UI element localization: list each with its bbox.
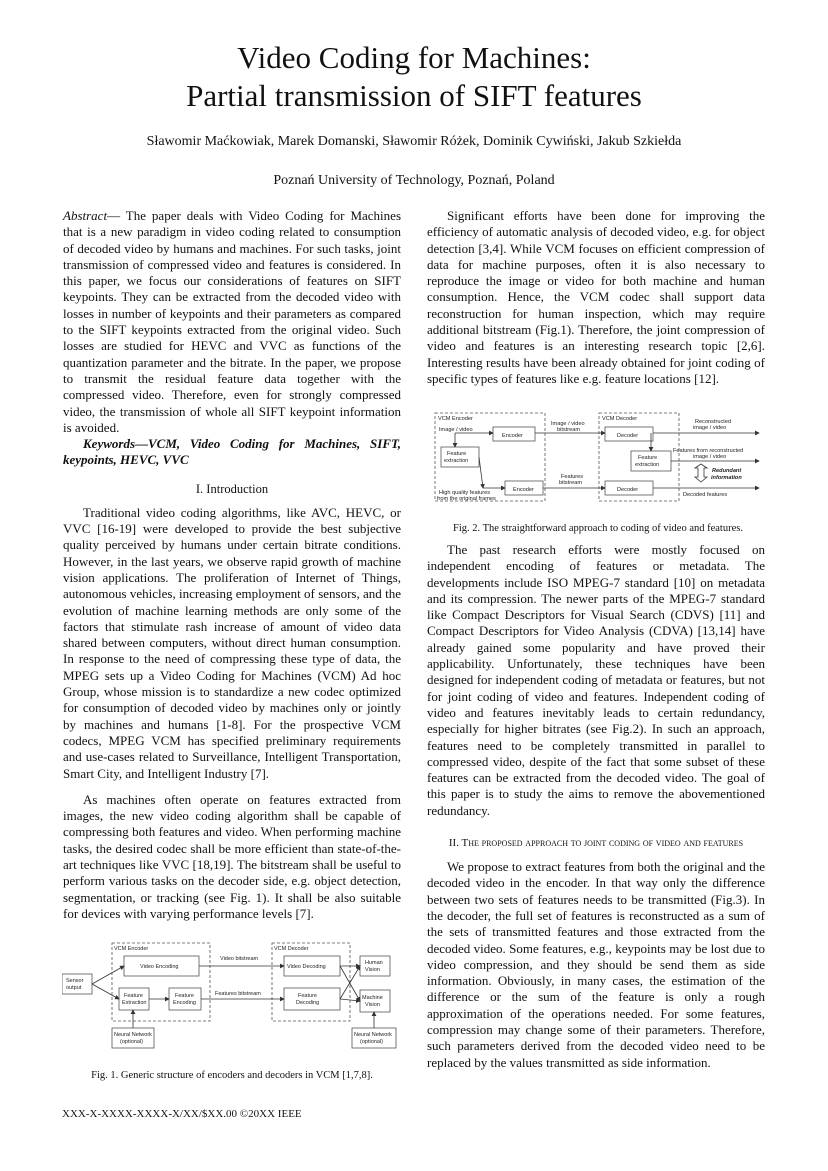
fig2-redundant-2: information <box>711 475 742 481</box>
fig2-decoder-top: Decoder <box>617 433 639 439</box>
authors: Sławomir Maćkowiak, Marek Domanski, Sławomir Różek, Dominik Cywiński, Jakub Szkiełda <box>146 134 682 149</box>
fig2-feat-extr-2: extraction <box>444 458 469 464</box>
fig2-dfeat-1: Feature <box>638 455 658 461</box>
fig1-nn-right-1: Neural Network <box>354 1032 392 1038</box>
fig2-vcm-encoder: VCM Encoder <box>438 416 473 422</box>
fig1-nn-left-2: (optional) <box>120 1039 143 1045</box>
fig1-feat-dec-1: Feature <box>298 993 317 999</box>
paper-title-line1: Video Coding for Machines: <box>237 40 591 75</box>
fig1-vcm-encoder: VCM Encoder <box>114 946 149 952</box>
fig1-nn-right-2: (optional) <box>360 1039 383 1045</box>
fig2-hq-2: from the original frames <box>437 496 496 502</box>
fig2-recon-1: Reconstructed <box>695 419 732 425</box>
fig2-redundant-1: Redundant <box>712 468 742 474</box>
abstract-label: Abstract <box>63 208 108 223</box>
left-column <box>63 208 401 922</box>
keywords: Keywords—VCM, Video Coding for Machines, SIFT, keypoints, HEVC, VVC <box>63 436 401 468</box>
abstract-text: — The paper deals with Video Coding for Machines that is a new paradigm in video coding related to consumption of decoded video by humans and machines. For such tasks, joint transmission of compressed video and features is considered. In this paper, we focus our considerations of features on SIFT keypoints. They can be extracted from the decoded video with losses in number of keypoints and their parameters as compared to the SIFT keypoints extracted from the original video. Such losses are studied for HEVC and VVC as functions of the quantization parameter and the bitrate. In the paper, we propose to transmit the residual feature data together with the compressed video. Therefore, even for strongly compressed video, the transmission of whole all SIFT keypoint information is avoided. <box>63 208 401 435</box>
section2-paragraph-1: We propose to extract features from both the original and the decoded video in the encoder. In that way only the difference between two sets of features needs to be transmitted (Fig.3). In the decoder, the full set of features is reconstructed as a sum of the sets of transmitted features and those extracted from the decoded video. Some features, e.g., keypoints may be lost due to video compression, and they should be send them as side information. Obviously, in many cases, the estimation of the difference or the sum of the feature is only a rough approximation of the operations needed. For some features, compression may change some of their parameters. Therefore, such parameters derived from the decoded video need to be replaced by the values transmitted as side information. <box>427 859 765 1070</box>
fig1-feat-dec-2: Decoding <box>296 1000 320 1006</box>
copyright-footer: XXX-X-XXXX-XXXX-X/XX/$XX.00 ©20XX IEEE <box>62 1108 302 1120</box>
fig2-ffr-2: image / video <box>693 454 727 460</box>
fig1-machine-1: Machine <box>362 995 383 1001</box>
fig1-video-bitstream: Video bitstream <box>220 956 259 962</box>
fig1-feat-enc-1: Feature <box>175 993 194 999</box>
intro-paragraph-4: The past research efforts were mostly focused on independent encoding of features or metadata. The developments include ISO MPEG-7 standard [10] on metadata and its compression. The newer parts of the MPEG-7 standard like Compact Descriptors for Visual Search (CDVS) [11] and Compact Descriptors for Video Analysis (CDVA) [13,14] have already gained some popularity and have proved their applicability. Unfortunately, these techniques have been designed for independent coding of metadata or features, but not for joint coding of video and features. Independent coding of video and features inevitably leads to certain redundancy, especially for higher bitrates (see Fig.2). In such an approach, features need to be completely transmitted in parallel to compressed video, despite of the fact that some subset of these features can be extracted from the decoded video. The goal of this paper is to study the aims to remove the abovementioned redundancy. <box>427 542 765 818</box>
right-column-top <box>427 208 765 387</box>
fig2-feat-extr-1: Feature <box>447 451 467 457</box>
fig1-human-2: Vision <box>365 967 380 973</box>
right-column-bottom <box>427 542 765 1071</box>
section2-heading: II. The proposed approach to joint coding of video and features <box>448 837 744 850</box>
fig2-ffr-1: Features from reconstructed <box>673 448 744 454</box>
fig1-feat-extr-2: Extraction <box>122 1000 147 1006</box>
fig2-hq-1: High quality features <box>439 490 490 496</box>
intro-paragraph-3: Significant efforts have been done for improving the efficiency of automatic analysis of decoded video, e.g. for object detection [3,4]. While VCM focuses on efficient compression of data for machine purposes, often it is also necessary to reproduce the image or video for both machine and human consumption. Hence, the VCM codec shall support data reconstruction for human inspection, which may require additional bitstream (Fig.1). Therefore, the joint compression of video and features is an interesting research topic [2,6]. Interesting results have been already obtained for joint coding of specific types of features like e.g. feature locations [12]. <box>427 208 765 386</box>
intro-paragraph-2: As machines often operate on features extracted from images, the new video coding algorithm shall be capable of compressing both features and video. When performing machine tasks, the desired codec shall be more efficient than state-of-the-art techniques like VVC [18,19]. The bitstream shall be useful to perform various tasks on the decoder side, e.g. object detection, segmentation, or tracking (see Fig. 1). It shall be also suitable for devices with varying performance levels [7]. <box>63 791 401 921</box>
abstract <box>63 208 401 436</box>
section1-heading: I. Introduction <box>195 481 269 496</box>
fig2-fb-1: Features <box>561 474 584 480</box>
fig1-video-encoding: Video Encoding <box>140 964 179 970</box>
fig2-decoded-features: Decoded features <box>683 492 728 498</box>
intro-paragraph-1: Traditional video coding algorithms, like AVC, HEVC, or VVC [16-19] were developed to provide the best subjective quality perceived by humans under certain bitrate conditions. However, in the last years, we observe rapid growth of machine vision applications. The proliferation of Internet of Things, autonomous vehicles, increasing employment of sensors, and the evolution of machine learning methods are only some of the factors that stimulate rash increase of amount of video data shared between computers, without direct human consumption. In response to the need of compressing these type of data, the MPEG sets up a Video Coding for Machines (VCM) Ad hoc Group, whose mission is to standardize a new codec optimized for consumption of decoded video by machines only or jointly by machines and humans [1-8]. For the prospective VCM codecs, MPEG VCM has specified preliminary requirements and use-cases related to Surveillance, Intelligent Transportation, Smart City, and Intelligent Industry [7]. <box>63 504 401 781</box>
fig2-recon-2: image / video <box>693 425 727 431</box>
fig1-vcm-decoder: VCM Decoder <box>274 946 309 952</box>
fig2-encoder-bottom: Encoder <box>513 487 534 493</box>
fig1-nn-left-1: Neural Network <box>114 1032 152 1038</box>
fig2-decoder-bottom: Decoder <box>617 487 639 493</box>
affiliation: Poznań University of Technology, Poznań, Poland <box>273 173 555 188</box>
fig2-image-video: Image / video <box>439 427 473 433</box>
fig1-video-decoding: Video Decoding <box>287 964 326 970</box>
paper-title-line2: Partial transmission of SIFT features <box>186 78 642 113</box>
fig2-caption: Fig. 2. The straightforward approach to coding of video and features. <box>453 523 743 534</box>
fig2-ivb-2: bitstream <box>557 427 581 433</box>
fig1-feat-extr-1: Feature <box>124 993 143 999</box>
fig1-feat-enc-2: Encoding <box>173 1000 196 1006</box>
figure-2 <box>433 411 763 533</box>
fig1-human-1: Human <box>365 960 383 966</box>
fig1-diagram <box>62 938 402 1058</box>
fig2-vcm-decoder: VCM Decoder <box>602 416 638 422</box>
fig1-sensor-2: output <box>66 985 82 991</box>
fig1-sensor-1: Sensor <box>66 978 84 984</box>
fig2-encoder-top: Encoder <box>502 433 523 439</box>
fig2-diagram <box>433 411 763 507</box>
fig2-ivb-1: Image / video <box>551 421 585 427</box>
fig2-fb-2: bitstream <box>559 480 583 486</box>
fig2-dfeat-2: extraction <box>635 462 660 468</box>
fig1-caption: Fig. 1. Generic structure of encoders and decoders in VCM [1,7,8]. <box>91 1070 373 1081</box>
figure-1 <box>62 938 402 1081</box>
fig1-features-bitstream: Features bitstream <box>215 991 261 997</box>
fig1-machine-2: Vision <box>365 1002 380 1008</box>
